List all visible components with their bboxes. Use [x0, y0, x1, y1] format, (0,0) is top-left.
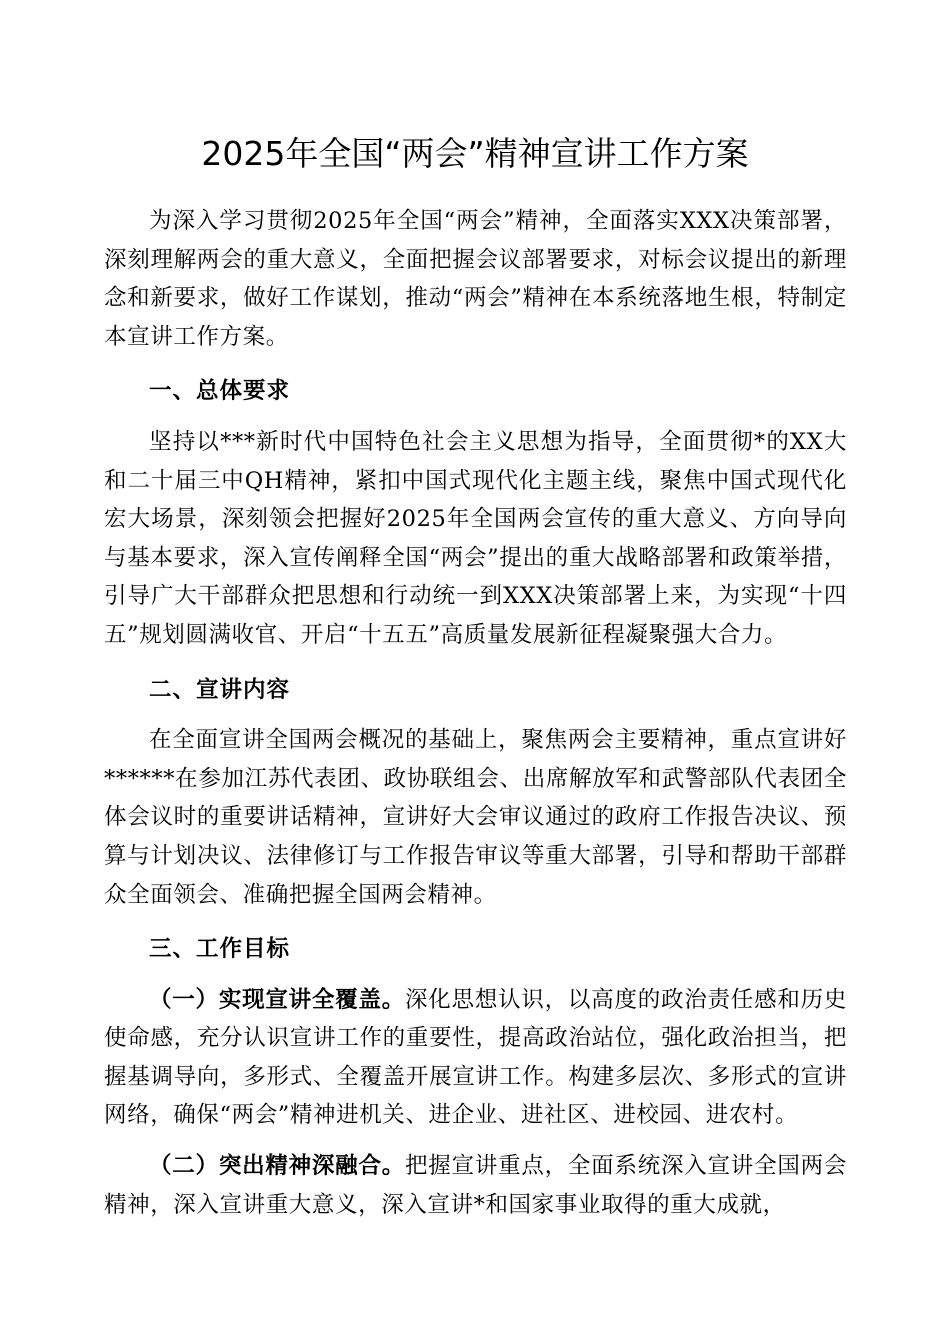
section-heading-work-goals: 三、工作目标 — [149, 936, 291, 963]
document-body — [104, 202, 847, 1224]
section-paragraph-lecture-content: 在全面宣讲全国两会概况的基础上，聚焦两会主要精神，重点宣讲好******在参加江苏代表团、政协联组会、出席解放军和武警部队代表团全体会议时的重要讲话精神，宣讲好大会审议通过的政府工作报告决议、预算与计划决议、法律修订与工作报告审议等重大部署，引导和帮助干部群众全面领会、准确把握全国两会精神。 — [104, 727, 847, 908]
spacer — [104, 914, 847, 930]
spacer — [104, 1135, 847, 1147]
section-heading-lecture-content: 二、宣讲内容 — [149, 676, 291, 703]
section-heading-overall-requirements: 一、总体要求 — [149, 378, 291, 405]
spacer — [104, 411, 847, 423]
goal-item-text: 深化思想认识，以高度的政治责任感和历史使命感，充分认识宣讲工作的重要性，提高政治站位，强化政治担当，把握基调导向，多形式、全覆盖开展宣讲工作。构建多层次、多形式的宣讲网络，确保“两会”精神进机关、进企业、进社区、进校园、进农村。 — [104, 986, 847, 1129]
spacer — [104, 709, 847, 721]
goal-item-deep-integration — [104, 1147, 847, 1224]
spacer — [104, 356, 847, 372]
goal-item-text: 把握宣讲重点，全面系统深入宣讲全国两会精神，深入宣讲重大意义，深入宣讲*和国家事业取得的重大成就， — [104, 1153, 847, 1218]
intro-paragraph: 为深入学习贯彻2025年全国“两会”精神，全面落实XXX决策部署，深刻理解两会的重大意义，全面把握会议部署要求，对标会议提出的新理念和新要求，做好工作谋划，推动“两会”精神在本系统落地生根，特制定本宣讲工作方案。 — [104, 208, 847, 350]
goal-item-lead: （二）突出精神深融合。 — [149, 1153, 405, 1180]
document-title: 2025年全国“两会”精神宣讲工作方案 — [201, 134, 749, 173]
spacer — [104, 969, 847, 981]
goal-item-lead: （一）实现宣讲全覆盖。 — [149, 986, 405, 1013]
goal-item-full-coverage — [104, 981, 847, 1135]
section-paragraph-overall-requirements: 坚持以***新时代中国特色社会主义思想为指导，全面贯彻*的XX大和二十届三中QH精神，紧扣中国式现代化主题主线，聚焦中国式现代化宏大场景，深刻领会把握好2025年全国两会宣传的重大意义、方向导向与基本要求，深入宣传阐释全国“两会”提出的重大战略部署和政策举措，引导广大干部群众把思想和行动统一到XXX决策部署上来，为实现“十四五”规划圆满收官、开启“十五五”高质量发展新征程凝聚强大合力。 — [104, 428, 847, 648]
spacer — [104, 655, 847, 671]
